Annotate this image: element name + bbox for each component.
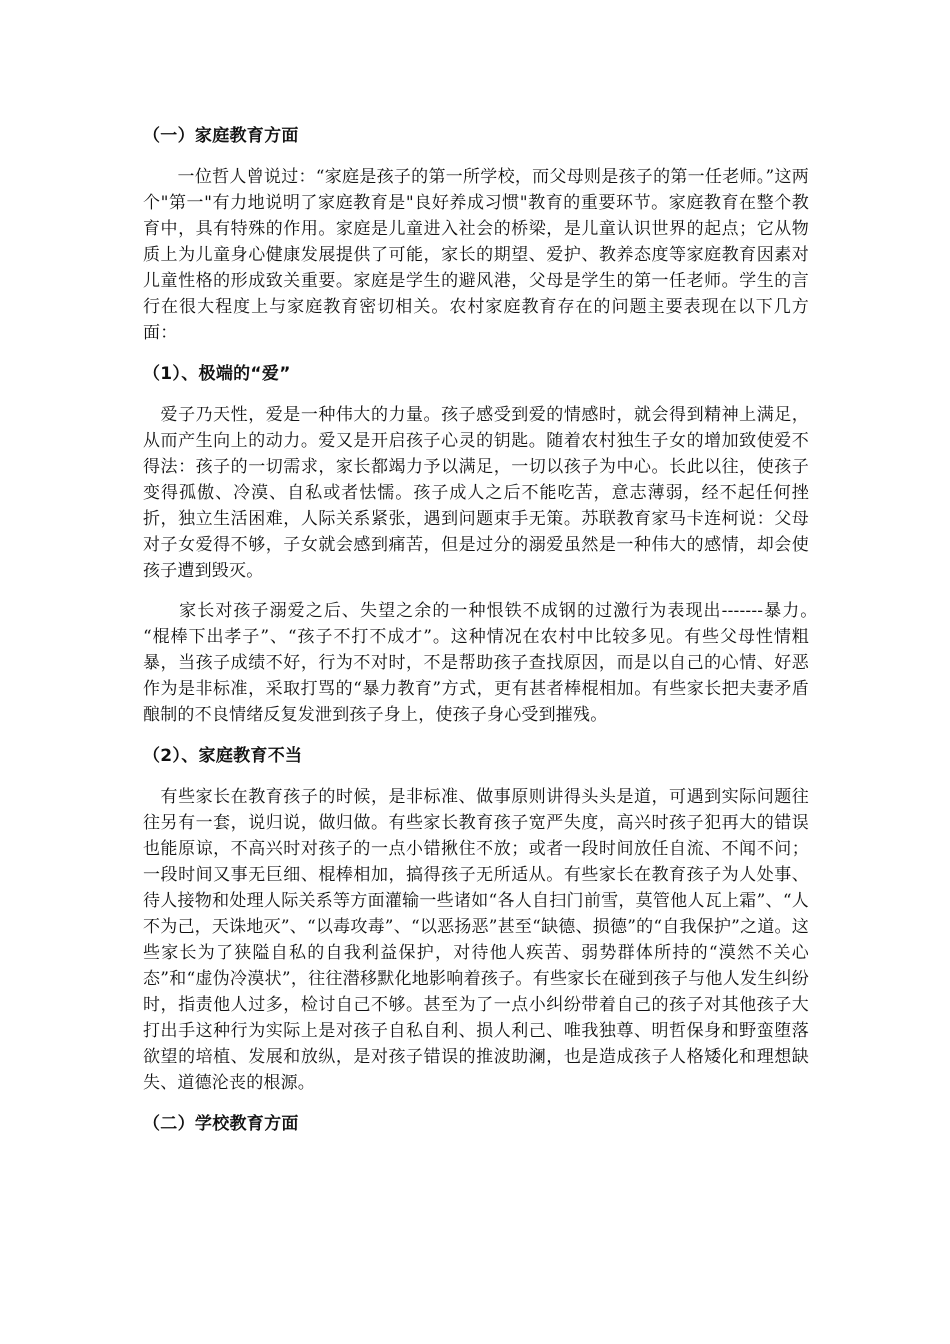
paragraph-family-intro: 一位哲人曾说过：“家庭是孩子的第一所学校，而父母则是孩子的第一任老师。”这两个"第一"有力地说明了家庭教育是"良好养成习惯"教育的重要环节。家庭教育在整个教育中，具有特殊的作用。家庭是儿童进入社会的桥梁，是儿童认识世界的起点；它从物质上为儿童身心健康发展提供了可能，家长的期望、爱护、教养态度等家庭教育因素对儿童性格的形成致关重要。家庭是学生的避风港，父母是学生的第一任老师。学生的言行在很大程度上与家庭教育密切相关。农村家庭教育存在的问题主要表现在以下几方面： xyxy=(143,167,809,343)
subsection-heading-extreme-love: （1）、极端的“爱” xyxy=(143,364,291,384)
section-heading-family-education: （一）家庭教育方面 xyxy=(143,126,299,146)
document-body xyxy=(143,122,827,1138)
section-heading-school-education: （二）学校教育方面 xyxy=(143,1114,299,1134)
paragraph-violence: 家长对孩子溺爱之后、失望之余的一种恨铁不成钢的过激行为表现出-------暴力。 “棍棒下出孝子”、“孩子不打不成才”。这种情况在农村中比较多见。有些父母性情粗暴，当孩子成绩不好，行为不对时，不是帮助孩子查找原因，而是以自己的心情、好恶作为是非标准，采取打骂的“暴力教育”方式，更有甚者棒棍相加。有些家长把夫妻矛盾酿制的不良情绪反复发泄到孩子身上，使孩子身心受到摧残。 xyxy=(143,601,827,725)
subsection-heading-improper-education: （2）、家庭教育不当 xyxy=(143,746,303,766)
paragraph-improper-education: 有些家长在教育孩子的时候，是非标准、做事原则讲得头头是道，可遇到实际问题往往另有一套，说归说，做归做。有些家长教育孩子宽严失度，高兴时孩子犯再大的错误也能原谅，不高兴时对孩子的一点小错揪住不放；或者一段时间放任自流、不闻不问；一段时间又事无巨细、棍棒相加，搞得孩子无所适从。有些家长在教育孩子为人处事、待人接物和处理人际关系等方面灌输一些诸如“各人自扫门前雪，莫管他人瓦上霜”、“人不为己，天诛地灭”、“以毒攻毒”、“以恶扬恶”甚至“缺德、损德”的“自我保护”之道。这些家长为了狭隘自私的自我利益保护，对待他人疾苦、弱势群体所持的“漠然不关心态”和“虚伪冷漠状”，往往潜移默化地影响着孩子。有些家长在碰到孩子与他人发生纠纷时，指责他人过多，检讨自己不够。甚至为了一点小纠纷带着自己的孩子对其他孩子大打出手这种行为实际上是对孩子自私自利、损人利己、唯我独尊、明哲保身和野蛮堕落欲望的培植、发展和放纵，是对孩子错误的推波助澜，也是造成孩子人格矮化和理想缺失、道德沦丧的根源。 xyxy=(143,787,809,1093)
paragraph-extreme-love: 爱子乃天性，爱是一种伟大的力量。孩子感受到爱的情感时，就会得到精神上满足，从而产生向上的动力。爱又是开启孩子心灵的钥匙。随着农村独生子女的增加致使爱不得法：孩子的一切需求，家长都竭力予以满足，一切以孩子为中心。长此以往，使孩子变得孤傲、冷漠、自私或者怯懦。孩子成人之后不能吃苦，意志薄弱，经不起任何挫折，独立生活困难，人际关系紧张，遇到问题束手无策。苏联教育家马卡连柯说：父母对子女爱得不够，子女就会感到痛苦，但是过分的溺爱虽然是一种伟大的感情，却会使孩子遭到毁灭。 xyxy=(143,405,809,581)
